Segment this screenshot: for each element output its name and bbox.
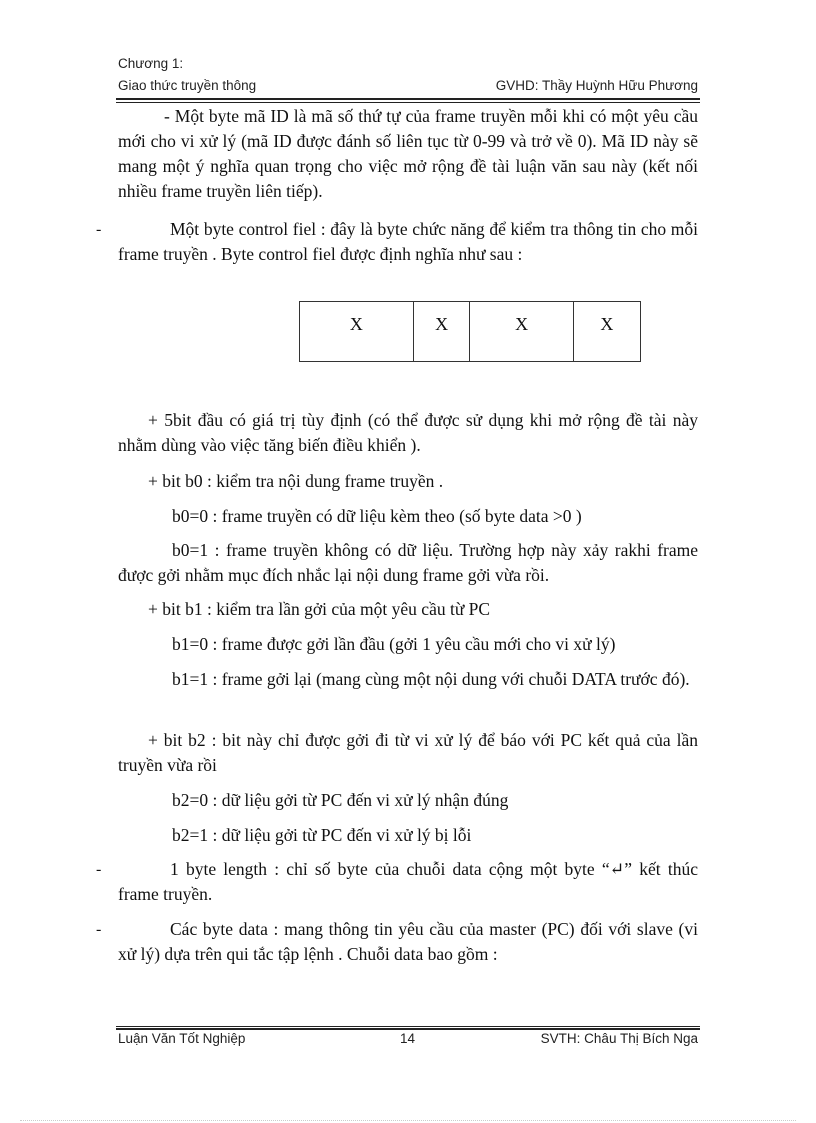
control-field-table — [299, 301, 641, 362]
footer-student: SVTH: Châu Thị Bích Nga — [540, 1031, 698, 1046]
paragraph-control-field: Một byte control fiel : đây là byte chức năng để kiểm tra thông tin cho mỗi frame truyền . Byte control fiel được định nghĩa như sau : — [118, 219, 698, 264]
header-advisor: GVHD: Thầy Huỳnh Hữu Phương — [495, 78, 698, 93]
footer-thesis-label: Luận Văn Tốt Nghiệp — [118, 1031, 246, 1046]
paragraph-b0-1: b0=1 : frame truyền không có dữ liệu. Trường hợp này xảy rakhi frame được gởi nhằm mục đích nhắc lại nội dung frame gởi vừa rồi. — [118, 540, 698, 585]
control-cell-4: X — [573, 302, 640, 362]
control-cell-3: X — [470, 302, 573, 362]
paragraph-bit-b2: + bit b2 : bit này chỉ được gởi đi từ vi xử lý để báo với PC kết quả của lần truyền vừa rồi — [118, 730, 698, 775]
footer — [118, 1031, 698, 1046]
paragraph-length-byte: 1 byte length : chỉ số byte của chuỗi data cộng một byte “↵” kết thúc frame truyền. — [118, 859, 698, 904]
footer-rule-thick — [116, 1028, 700, 1030]
bullet-control-field: - — [96, 221, 102, 238]
header-rule-thick — [116, 98, 700, 100]
paragraph-data-bytes: Các byte data : mang thông tin yêu cầu của master (PC) đối với slave (vi xử lý) dựa trên qui tắc tập lệnh . Chuỗi data bao gồm : — [118, 919, 698, 964]
paragraph-b2-0: b2=0 : dữ liệu gởi từ PC đến vi xử lý nhận đúng — [172, 790, 509, 810]
header-rule-thin — [116, 102, 700, 103]
paragraph-b1-1: b1=1 : frame gởi lại (mang cùng một nội dung với chuỗi DATA trước đó). — [172, 669, 690, 689]
paragraph-b1-0: b1=0 : frame được gởi lần đầu (gởi 1 yêu cầu mới cho vi xử lý) — [172, 634, 616, 654]
paragraph-bit-b1: + bit b1 : kiểm tra lần gởi của một yêu cầu từ PC — [148, 599, 491, 619]
control-cell-2: X — [413, 302, 470, 362]
header-chapter: Chương 1: — [118, 56, 184, 71]
bullet-data: - — [96, 921, 102, 938]
header-section: Giao thức truyền thông — [118, 78, 257, 93]
bullet-length: - — [96, 861, 102, 878]
footer-page-number: 14 — [400, 1031, 416, 1046]
paragraph-b0-0: b0=0 : frame truyền có dữ liệu kèm theo (số byte data >0 ) — [172, 506, 582, 526]
control-cell-1: X — [300, 302, 414, 362]
paragraph-id-byte: - Một byte mã ID là mã số thứ tự của frame truyền mỗi khi có một yêu cầu mới cho vi xử lý (mã ID được đánh số liên tục từ 0-99 và trở về 0). Mã ID này sẽ mang một ý nghĩa quan trọng cho việc mở rộng đề tài luận văn sau này (kết nối nhiều frame truyền liên tiếp). — [118, 106, 698, 201]
footer-rule-thin — [116, 1026, 700, 1027]
paragraph-first-5-bits: + 5bit đầu có giá trị tùy định (có thể được sử dụng khi mở rộng đề tài này nhằm dùng vào việc tăng biến điều khiển ). — [118, 410, 698, 455]
header-row — [118, 78, 698, 93]
paragraph-bit-b0: + bit b0 : kiểm tra nội dung frame truyền . — [148, 471, 444, 491]
paragraph-b2-1: b2=1 : dữ liệu gởi từ PC đến vi xử lý bị lỗi — [172, 825, 472, 845]
page-break-line — [20, 1120, 796, 1121]
